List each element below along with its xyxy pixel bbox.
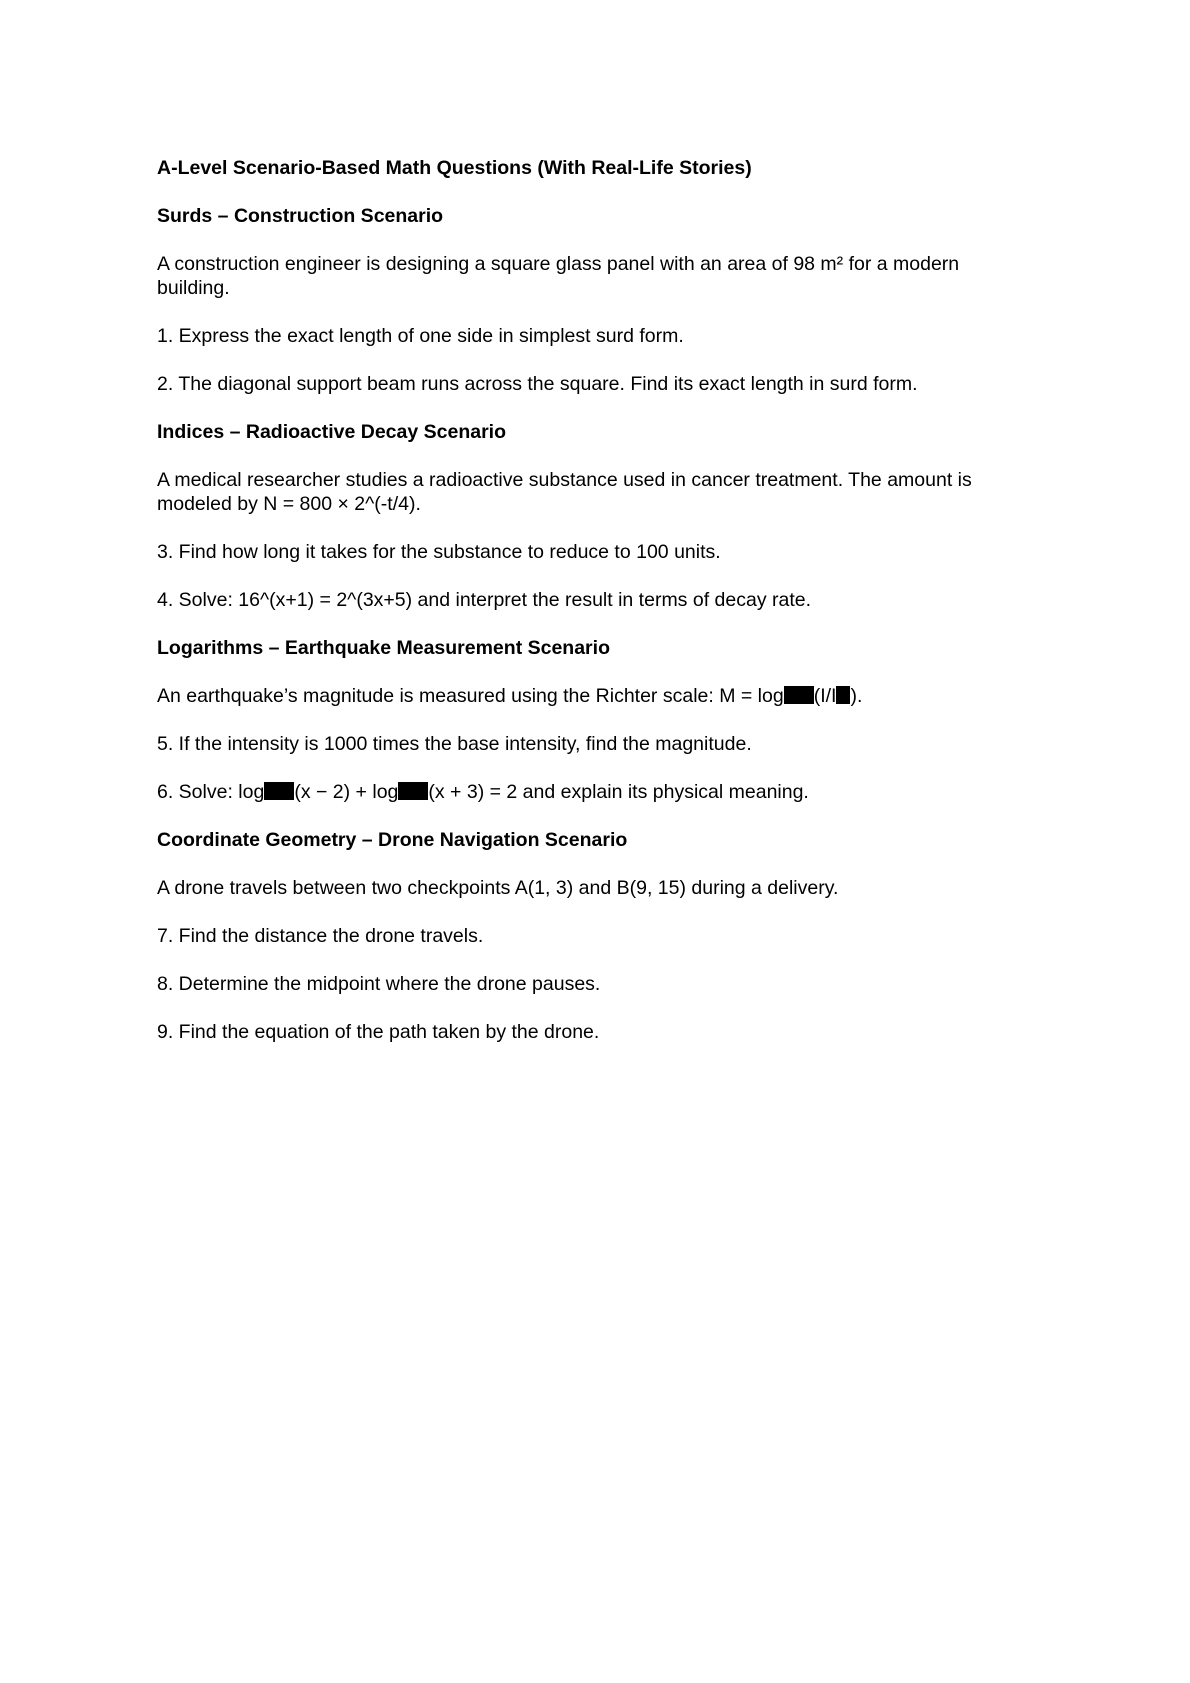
question-9: 9. Find the equation of the path taken by the drone.	[157, 1021, 600, 1043]
section-heading-surds: Surds – Construction Scenario	[157, 205, 444, 227]
intro-text-part-1: An earthquake’s magnitude is measured using the Richter scale: M = log	[157, 685, 784, 707]
section-heading-coordinate-geometry: Coordinate Geometry – Drone Navigation Scenario	[157, 829, 628, 851]
question-5: 5. If the intensity is 1000 times the base intensity, find the magnitude.	[157, 733, 752, 755]
section-intro-logarithms	[157, 684, 1017, 708]
redaction-mark	[836, 686, 850, 704]
question-3: 3. Find how long it takes for the substance to reduce to 100 units.	[157, 541, 721, 563]
section-intro-indices: A medical researcher studies a radioactive substance used in cancer treatment. The amount is modeled by N = 800 × 2^(-t/4).	[157, 469, 972, 515]
question-6	[157, 780, 1017, 804]
question-8: 8. Determine the midpoint where the drone pauses.	[157, 973, 601, 995]
section-intro-surds: A construction engineer is designing a square glass panel with an area of 98 m² for a modern building.	[157, 253, 960, 299]
intro-text-part-2: (I/I	[813, 685, 837, 707]
document-title: A-Level Scenario-Based Math Questions (With Real-Life Stories)	[157, 157, 752, 179]
redaction-mark	[264, 782, 294, 800]
q6-text-part-2: (x − 2) + log	[294, 781, 399, 803]
question-1: 1. Express the exact length of one side in simplest surd form.	[157, 325, 684, 347]
intro-text-part-3: ).	[850, 685, 863, 707]
section-heading-logarithms: Logarithms – Earthquake Measurement Scenario	[157, 637, 610, 659]
q6-text-part-3: (x + 3) = 2 and explain its physical meaning.	[428, 781, 809, 803]
q6-text-part-1: 6. Solve: log	[157, 781, 265, 803]
document-page	[157, 156, 1017, 1044]
question-7: 7. Find the distance the drone travels.	[157, 925, 484, 947]
redaction-mark	[784, 686, 814, 704]
question-4: 4. Solve: 16^(x+1) = 2^(3x+5) and interpret the result in terms of decay rate.	[157, 589, 812, 611]
redaction-mark	[398, 782, 428, 800]
section-heading-indices: Indices – Radioactive Decay Scenario	[157, 421, 507, 443]
section-intro-coordinate-geometry: A drone travels between two checkpoints A(1, 3) and B(9, 15) during a delivery.	[157, 877, 839, 899]
question-2: 2. The diagonal support beam runs across the square. Find its exact length in surd form.	[157, 373, 918, 395]
